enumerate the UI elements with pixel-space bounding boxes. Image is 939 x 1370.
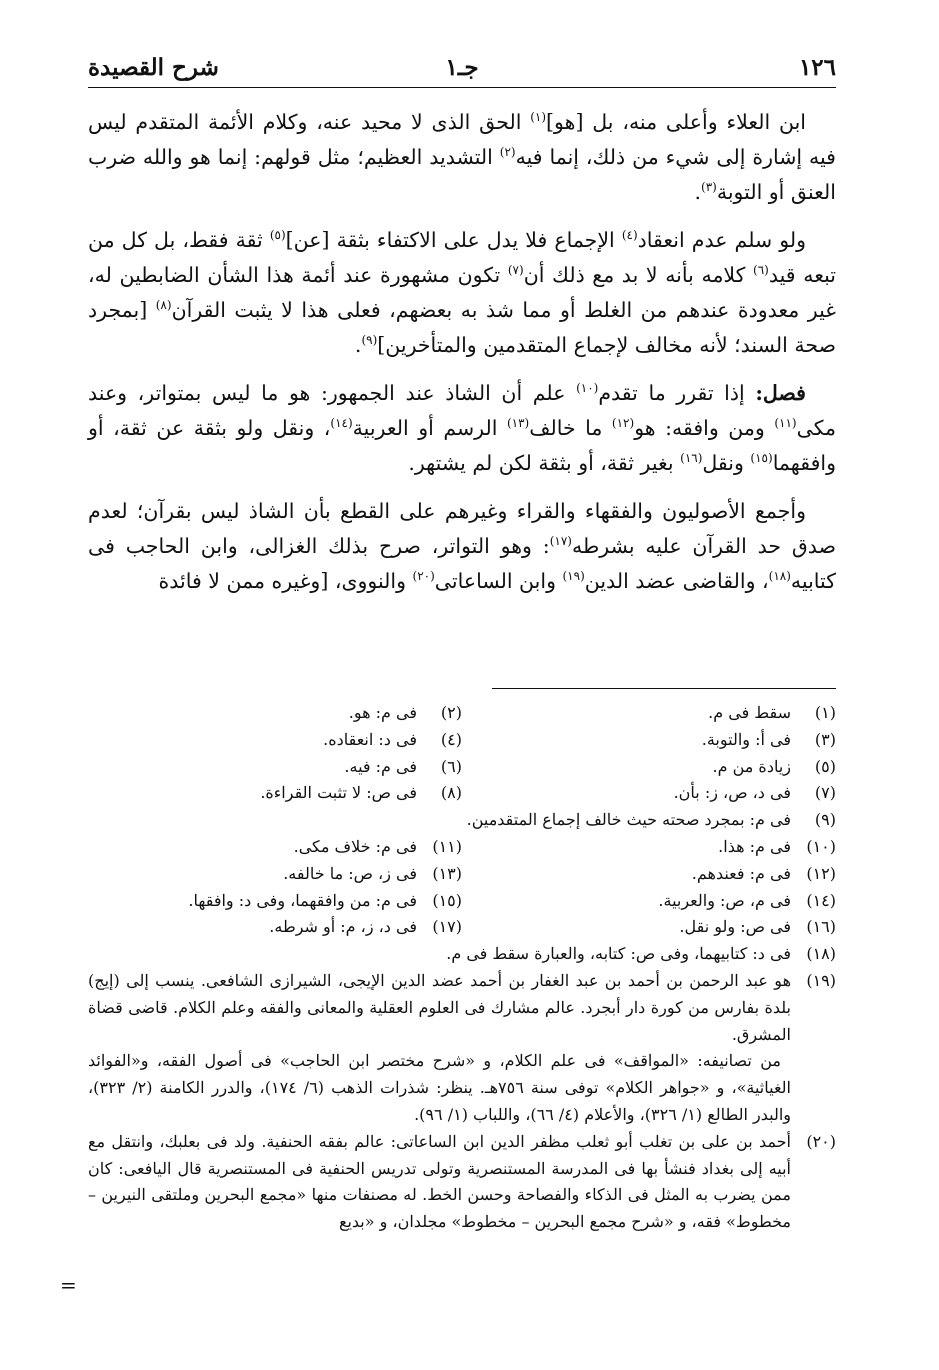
footnote-ref: (١) xyxy=(530,110,547,125)
footnote-1: (١) سقط فى م. xyxy=(708,703,836,722)
footnote-ref: (٥) xyxy=(269,228,286,243)
footnote-17: (١٧) فى د، ز، م: أو شرطه. xyxy=(269,917,462,937)
footnote-ref: (٦) xyxy=(753,263,769,278)
paragraph-4: وأجمع الأصوليون والفقهاء والقراء وغيرهم على القطع بأن الشاذ ليس بقرآن؛ لعدم صدق حد القرآن عليه بشرطه$^{(١٧)}$: وهو التواتر، صرح بذلك الغزالى، وابن الحاجب فى كتابيه$^{(١٨)}$، والقاضى عضد الدين$^{(١٩)}$ وابن الساعاتى$^{(٢٠)}$ والنووى، [وغيره ممن لا فائدة xyxy=(88,499,836,593)
section-heading: فصل: xyxy=(755,381,806,405)
footnote-3: (٣) فى أ: والتوبة. xyxy=(701,729,836,749)
footnote-18: (١٨) فى د: كتابيهما، وفى ص: كتابه، والعبارة سقط فى م. xyxy=(446,944,836,964)
footnote-7: (٧) فى د، ص، ز: بأن. xyxy=(673,783,836,803)
footnote-separator xyxy=(492,688,836,689)
footnote-15: (١٥) فى م: من وافقهما، وفى د: وافقها. xyxy=(188,890,462,910)
volume-label: جـ١ xyxy=(445,54,479,81)
footnote-8: (٨) فى ص: لا تثبت القراءة. xyxy=(260,783,462,803)
footnote-6: (٦) فى م: فيه. xyxy=(344,756,462,776)
footnote-11: (١١) فى م: خلاف مكى. xyxy=(293,836,462,856)
footnote-ref: (٨) xyxy=(155,298,172,313)
footnote-ref: (١٥) xyxy=(750,451,773,466)
paragraph-2: ولو سلم عدم انعقاد$^{(٤)}$ الإجماع فلا يدل على الاكتفاء بثقة [عن]$^{(٥)}$ ثقة فقط، بل كل من تبعه قيد$^{(٦)}$ كلامه بأنه لا بد مع ذلك أن$^{(٧)}$ تكون مشهورة عند أئمة هذا الشأن الضابطين له، غير معدودة عندهم من الغلط أو مما شذ به بعضهم، فعلى هذا لا يثبت القرآن$^{(٨)}$ [بمجرد صحة السند؛ لأنه مخالف لإجماع المتقدمين والمتأخرين]$^{(٩)}$. xyxy=(88,228,836,357)
footnote-ref: (١٩) xyxy=(562,569,585,584)
footnote-ref: (٩) xyxy=(361,333,378,348)
footnotes xyxy=(88,700,836,1236)
footnote-2: (٢) فى م: هو. xyxy=(348,703,462,722)
footnote-13: (١٣) فى ز، ص: ما خالفه. xyxy=(283,863,462,883)
footnote-12: (١٢) فى م: فعندهم. xyxy=(691,863,836,883)
footnote-ref: (٤) xyxy=(621,228,638,243)
footnote-ref: (٧) xyxy=(507,263,524,278)
footnote-16: (١٦) فى ص: ولو نقل. xyxy=(679,917,836,937)
footnote-19-continued: من تصانيفه: «المواقف» فى علم الكلام، و «شرح مختصر ابن الحاجب» فى أصول الفقه، و«الفوائد الغياثية»، و «جواهر الكلام» توفى سنة ٧٥٦هـ. ينظر: شذرات الذهب (٦/ ١٧٤)، والدرر الكامنة (٢/ ٣٢٣)، والبدر الطالع (١/ ٣٢٦)، والأعلام (٤/ ٦٦)، واللباب (١/ ٩٦). xyxy=(88,1051,791,1124)
continuation-mark: = xyxy=(60,1273,77,1297)
footnote-ref: (١١) xyxy=(774,416,797,431)
page-number: ١٢٦ xyxy=(798,54,836,81)
footnote-20: (٢٠) أحمد بن على بن تغلب أبو ثعلب مظفر الدين ابن الساعاتى: عالم بفقه الحنفية. ولد فى بعلبك، وانتقل مع أبيه إلى بغداد فنشأ بها فى المدرسة المستنصرية وتولى تدريس الحنفية فى المستنصرية قال اليافعى: كان ممن يضرب به المثل فى الذكاء والفصاحة وحسن الخط. له مصنفات منها «مجمع البحرين وملتقى النيرين – مخطوط» فقه، و «شرح مجمع البحرين – مخطوط» مجلدان، و «بديع xyxy=(88,1131,836,1232)
footnote-14: (١٤) فى م، ص: والعربية. xyxy=(658,890,836,910)
footnote-ref: (١٢) xyxy=(611,416,635,431)
footnote-5: (٥) زيادة من م. xyxy=(712,756,836,776)
footnote-ref: (١٧) xyxy=(549,534,572,549)
footnote-9: (٩) فى م: بمجرد صحته حيث خالف إجماع المتقدمين. xyxy=(466,810,836,830)
footnote-ref: (١٨) xyxy=(768,569,791,584)
footnote-ref: (٢) xyxy=(499,145,516,160)
paragraph-1: ابن العلاء وأعلى منه، بل [هو]$^{(١)}$ الحق الذى لا محيد عنه، وكلام الأئمة المتقدم ليس فيه إشارة إلى شيء من ذلك، إنما فيه$^{(٢)}$ التشديد العظيم؛ مثل قولهم: إنما هو والله ضرب العنق أو التوبة$^{(٣)}$. xyxy=(88,110,836,204)
main-text xyxy=(88,105,836,599)
footnote-ref: (١٣) xyxy=(506,416,530,431)
footnote-ref: (١٤) xyxy=(330,416,353,431)
paragraph-3: فصل: إذا تقرر ما تقدم$^{(١٠)}$ علم أن الشاذ عند الجمهور: هو ما ليس بمتواتر، وعند مكى$^{(١١)}$ ومن وافقه: هو$^{(١٢)}$ ما خالف$^{(١٣)}$ الرسم أو العربية$^{(١٤)}$، ونقل ولو بثقة عن ثقة، أو وافقهما$^{(١٥)}$ ونقل$^{(١٦)}$ بغير ثقة، أو بثقة لكن لم يشتهر. xyxy=(88,381,836,475)
running-header xyxy=(88,50,836,88)
header-rule xyxy=(88,87,836,88)
footnote-ref: (٣) xyxy=(701,180,717,195)
footnote-19: (١٩) هو عبد الرحمن بن أحمد بن عبد الغفار بن أحمد عضد الدين الإيجى، الشيرازى الشافعى. ينسب إلى (إيج) بلدة بفارس من كورة دار أبجرد. عالم مشارك فى العلوم العقلية والمعانى والفقه وعلم الكلام. قاضى قضاة المشرق. xyxy=(88,970,836,1044)
footnote-ref: (١٦) xyxy=(680,451,703,466)
footnote-10: (١٠) فى م: هذا. xyxy=(718,836,836,856)
running-title: شرح القصيدة xyxy=(88,54,219,81)
footnote-4: (٤) فى د: انعقاده. xyxy=(323,729,462,749)
footnote-ref: (١٠) xyxy=(576,381,599,396)
footnote-ref: (٢٠) xyxy=(412,569,435,584)
